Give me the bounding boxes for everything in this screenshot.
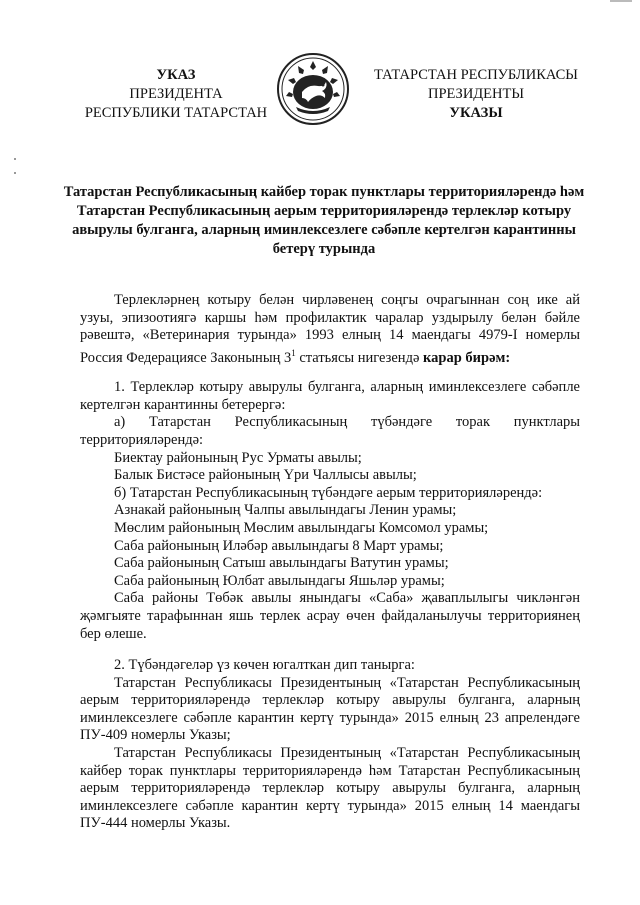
- scan-speck: [14, 172, 16, 174]
- header-right-line-3: УКАЗЫ: [449, 105, 503, 121]
- tatarstan-coat-of-arms-icon: [276, 52, 350, 126]
- section-1-intro: 1. Терлекләр котыру авырулы булганга, аларның иминлексезлеге сәбәпле кертелгән карантинны бетерергә:: [80, 379, 580, 413]
- list-item: Азнакай районының Чалпы авылындагы Ленин урамы;: [114, 502, 457, 519]
- decree-title: Татарстан Республикасының кайбер торак пунктлары территорияләрендә һәм Татарстан Республикасының аерым территорияләрендә терлекләр котыру авырулы булганга, аларның иминлексезлеге сәбәпле кертелгән карантинны бетерү турында: [63, 184, 585, 257]
- list-item: Биектау районының Рус Урматы авылы;: [114, 449, 362, 466]
- preamble: [80, 292, 580, 367]
- spacer: [80, 367, 580, 379]
- decree-body: [80, 292, 580, 833]
- preamble-sup: 1: [291, 347, 296, 358]
- list-item: Саба районының Иләбәр авылындагы 8 Март урамы;: [114, 537, 444, 554]
- section-1-a: а) Татарстан Республикасының түбәндәге торак пунктлары территорияләрендә:: [80, 414, 580, 448]
- list-item: Саба районының Сатыш авылындагы Ватутин урамы;: [114, 555, 449, 572]
- scan-mark: [610, 0, 632, 2]
- section-1-b: б) Татарстан Республикасының түбәндәге аерым территорияләрендә:: [114, 484, 543, 501]
- header-right-line-1: ТАТАРСТАН РЕСПУБЛИКАСЫ: [374, 67, 578, 83]
- section-2-intro: 2. Түбәндәгеләр үз көчен югалткан дип танырга:: [114, 657, 415, 674]
- scan-speck: [14, 158, 16, 160]
- preamble-text: Терлекләрнең котыру белән чирләвенең соңгы очрагыннан соң ике ай узуы, эпизоотиягә каршы һәм профилактик чаралар уздырылу белән бәйле рәвештә, «Ветеринария турында» 1993 елның 14 маендагы 4979-I номерлы Россия Федерациясе Законының 3: [80, 292, 580, 366]
- preamble-bold: карар бирәм:: [423, 349, 511, 366]
- header-left-line-3: РЕСПУБЛИКИ ТАТАРСТАН: [84, 105, 268, 121]
- spacer: [80, 643, 580, 657]
- list-item: Татарстан Республикасы Президентының «Татарстан Республикасының кайбер торак пунктлары территорияләрендә һәм Татарстан Республикасының аерым территорияләрендә терлекләр котыру авырулы булганга, аларның иминлексезлеге сәбәпле карантин кертү турында» 2015 елның 14 маендагы ПУ-444 номерлы Указы.: [80, 745, 580, 832]
- list-item: Татарстан Республикасы Президентының «Татарстан Республикасының аерым территорияләрендә терлекләр котыру авырулы булганга, аларның иминлексезлеге сәбәпле карантин кертү турында» 2015 елның 23 апрелендәге ПУ-409 номерлы Указы;: [80, 674, 580, 744]
- header-left-line-1: УКАЗ: [156, 67, 196, 83]
- preamble-tail: статьясы нигезендә: [295, 349, 424, 366]
- list-item: Саба районы Төбәк авылы янындагы «Саба» җаваплылыгы чикләнгән җәмгыяте тарафыннан яшь терлек асрау өчен файдаланылучы территориянең бер өлеше.: [80, 590, 580, 642]
- header-right-line-2: ПРЕЗИДЕНТЫ: [427, 86, 525, 102]
- list-item: Саба районының Юлбат авылындагы Яшьләр урамы;: [114, 572, 445, 589]
- list-item: Мөслим районының Мөслим авылындагы Комсомол урамы;: [114, 519, 489, 536]
- list-item: Балык Бистәсе районының Үри Чаллысы авылы;: [114, 467, 417, 484]
- header-right: [358, 66, 594, 123]
- header-left-line-2: ПРЕЗИДЕНТА: [129, 86, 223, 102]
- header-left: [78, 66, 274, 123]
